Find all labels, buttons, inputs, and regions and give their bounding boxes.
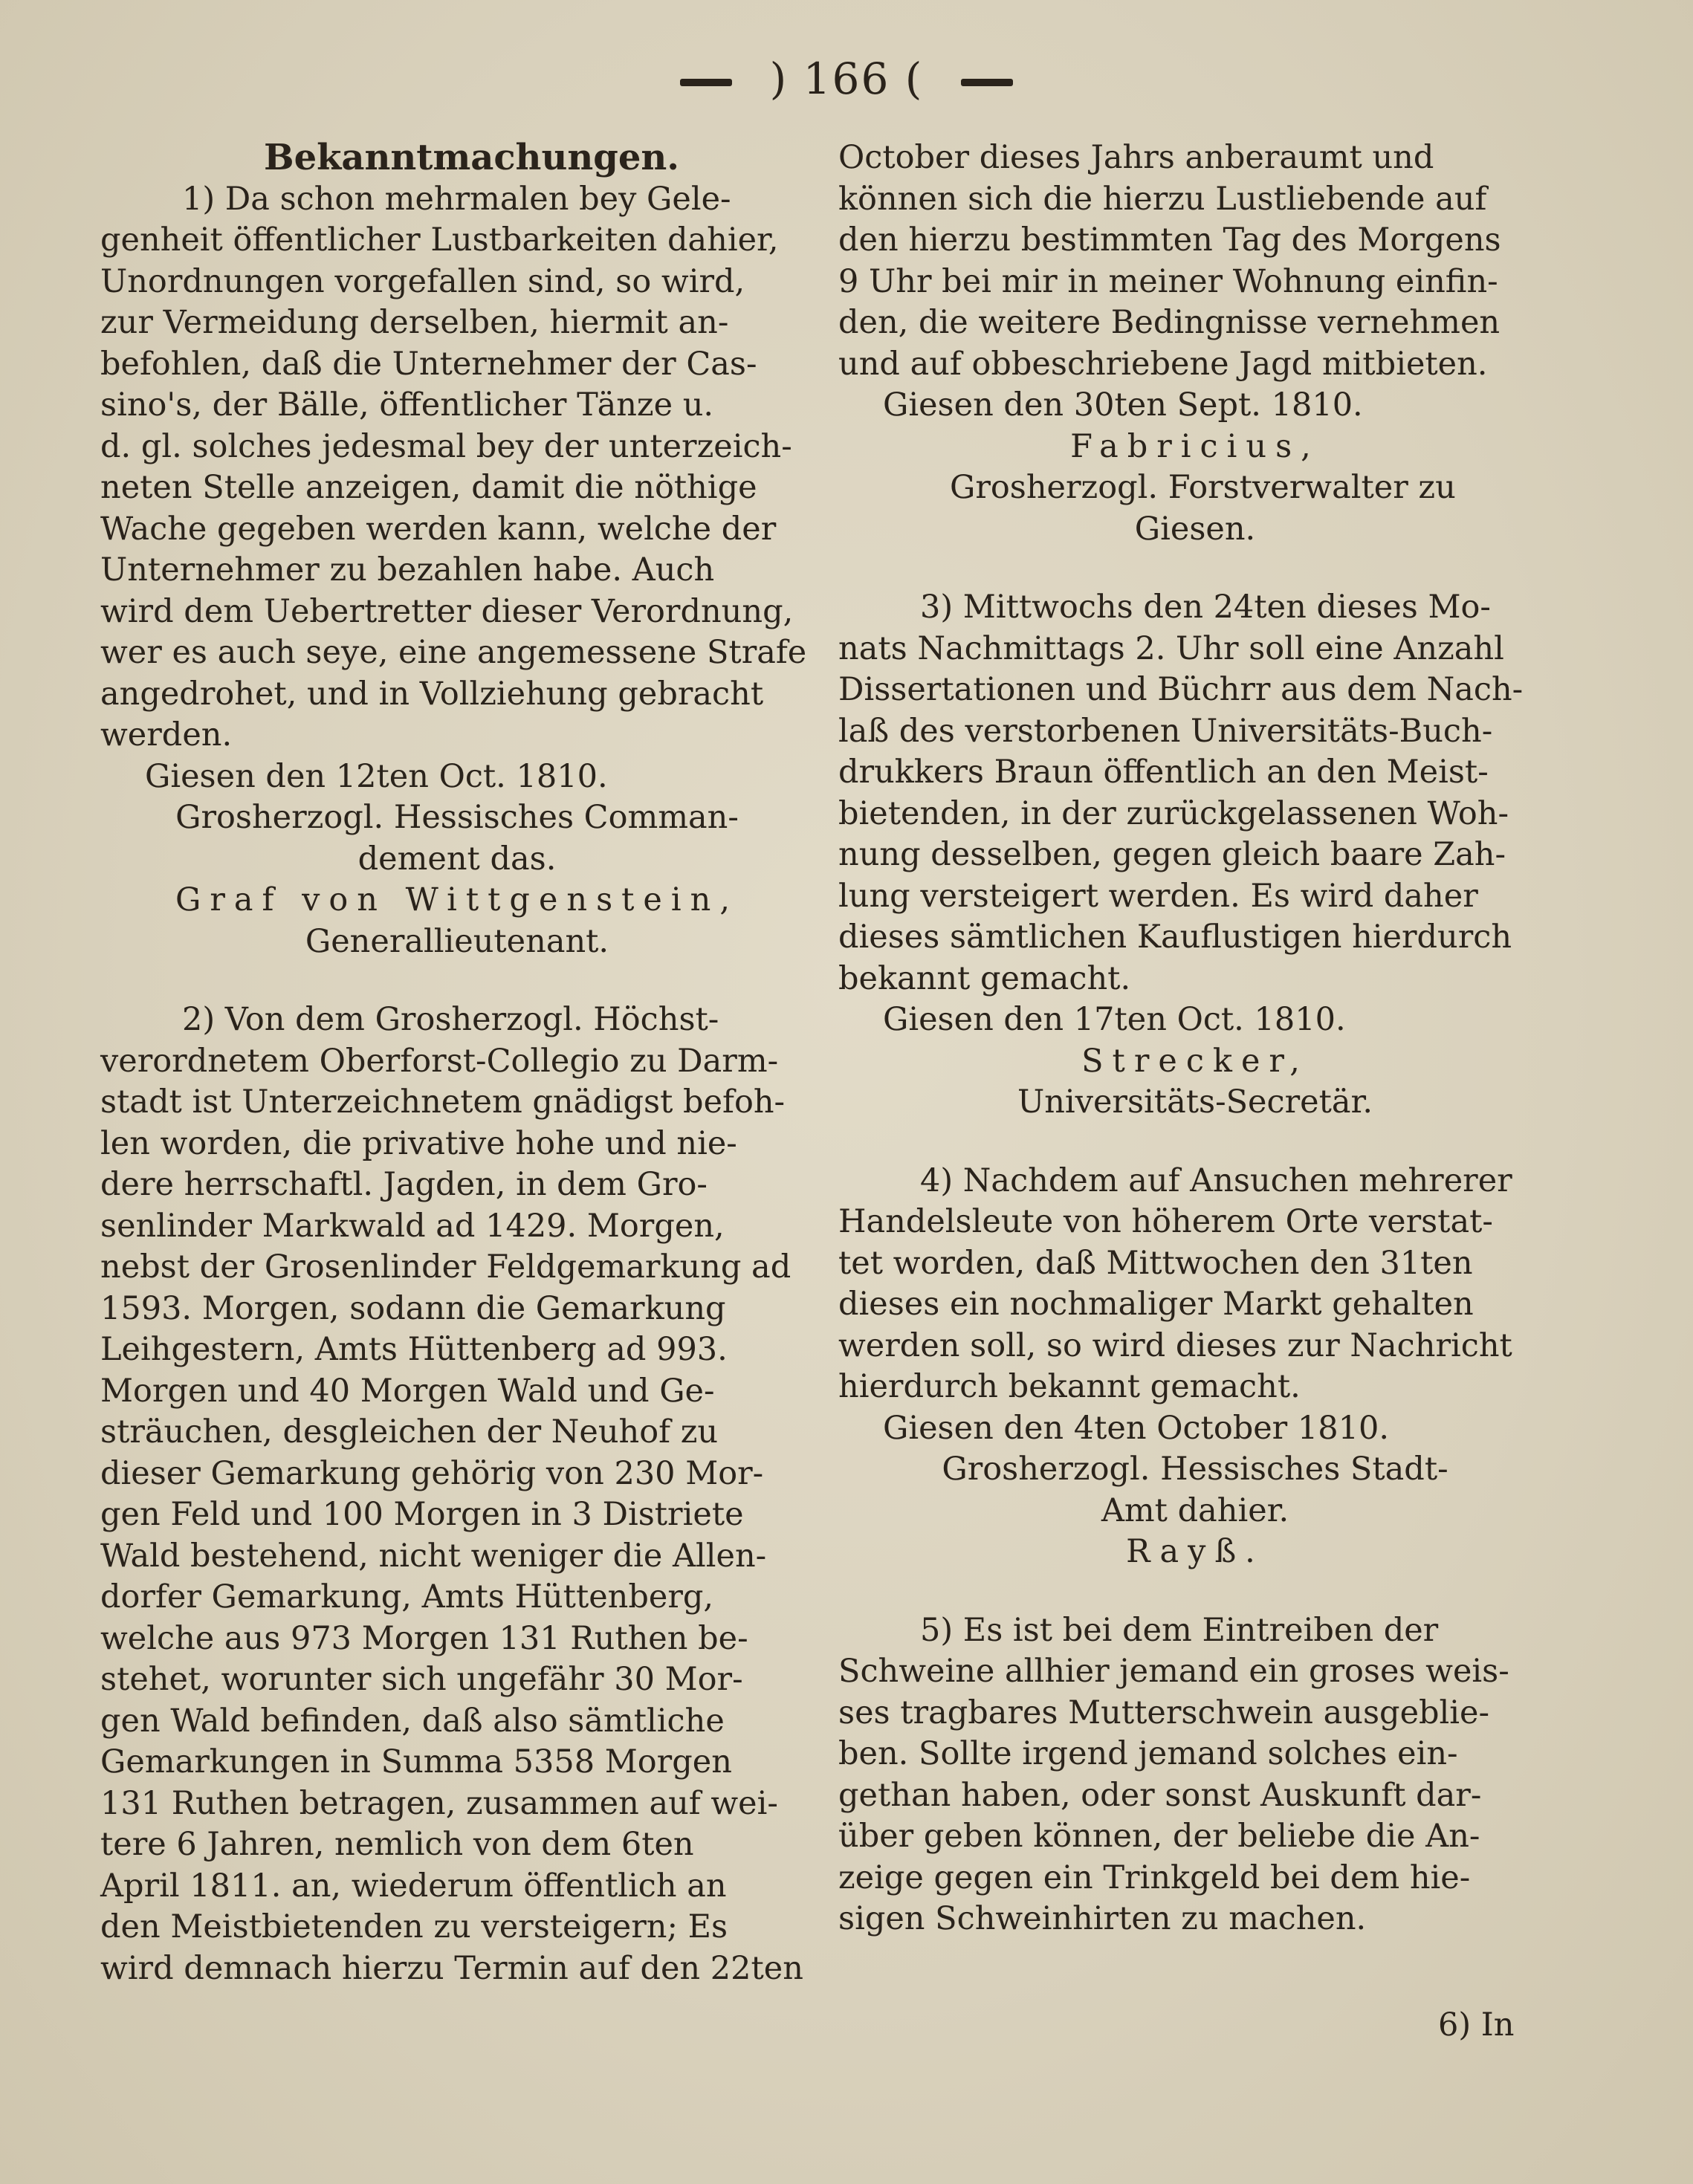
- notice-2-line: Leihgestern, Amts Hüttenberg ad 993.: [100, 1331, 728, 1368]
- page-header: [0, 54, 1693, 104]
- notice-3-line: Dissertationen und Büchrr aus dem Nach-: [838, 671, 1524, 708]
- notice-2-line: verordnetem Oberforst-Collegio zu Darm-: [100, 1042, 779, 1080]
- header-rule-right: [961, 79, 1013, 86]
- notice-5-line: zeige gegen ein Trinkgeld bei dem hie-: [838, 1859, 1471, 1896]
- notice-1-line: werden.: [100, 716, 233, 754]
- notice-2-line: sträuchen, desgleichen der Neuhof zu: [100, 1413, 719, 1451]
- notice-5-line: sigen Schweinhirten zu machen.: [838, 1900, 1367, 1937]
- notice-1-line: Wache gegeben werden kann, welche der: [100, 510, 777, 548]
- notice-2-line: gen Feld und 100 Morgen in 3 Distriete: [100, 1496, 744, 1533]
- notice-4-authority-cont: Amt dahier.: [1101, 1491, 1289, 1529]
- notice-1: [100, 179, 814, 963]
- notice-1-line: neten Stelle anzeigen, damit die nöthige: [100, 469, 757, 506]
- header-rule-left: [680, 79, 732, 86]
- notice-1-line: 1) Da schon mehrmalen bey Gele-: [182, 180, 731, 218]
- notice-2-line: dere herrschaftl. Jagden, in dem Gro-: [100, 1166, 708, 1203]
- notice-5-line: über geben können, der beliebe die An-: [838, 1818, 1480, 1855]
- notice-1-line: zur Vermeidung derselben, hiermit an-: [100, 304, 729, 341]
- notice-2-line: gen Wald befinden, daß also sämtliche: [100, 1702, 725, 1740]
- notice-3: [838, 587, 1552, 1124]
- notice-2-line: den Meistbietenden zu versteigern; Es: [100, 1908, 728, 1945]
- notice-3-line: 3) Mittwochs den 24ten dieses Mo-: [920, 589, 1491, 626]
- notice-3-line: laß des verstorbenen Universitäts-Buch-: [838, 712, 1493, 750]
- notice-4-line: hierdurch bekannt gemacht.: [838, 1368, 1301, 1405]
- notice-4-line: dieses ein nochmaliger Markt gehalten: [838, 1286, 1474, 1323]
- notice-2-line: tere 6 Jahren, nemlich von dem 6ten: [100, 1826, 694, 1863]
- notice-2-line: nebst der Grosenlinder Feldgemarkung ad: [100, 1248, 792, 1286]
- notice-4-line: Handelsleute von höherem Orte verstat-: [838, 1203, 1493, 1240]
- notice-1-signer: Graf von Wittgenstein,: [175, 881, 739, 918]
- notice-1-line: befohlen, daß die Unternehmer der Cas-: [100, 345, 757, 383]
- notice-2-signer: Fabricius,: [1070, 427, 1320, 465]
- notice-3-line: drukkers Braun öffentlich an den Meist-: [838, 754, 1489, 791]
- section-heading: Bekanntmachungen.: [264, 137, 679, 178]
- notice-2-cont-line: und auf obbeschriebene Jagd mitbieten.: [838, 345, 1488, 383]
- notice-1-line: angedrohet, und in Vollziehung gebracht: [100, 675, 764, 713]
- notice-3-line: lung versteigert werden. Es wird daher: [838, 877, 1478, 915]
- notice-4: [838, 1161, 1552, 1573]
- notice-2-cont-line: können sich die hierzu Lustliebende auf: [838, 180, 1487, 218]
- notice-4-line: tet worden, daß Mittwochen den 31ten: [838, 1244, 1473, 1282]
- notice-2-line: 1593. Morgen, sodann die Gemarkung: [100, 1289, 726, 1327]
- notice-2-line: 2) Von dem Grosherzogl. Höchst-: [182, 1001, 719, 1038]
- notice-4-line: werden soll, so wird dieses zur Nachricht: [838, 1326, 1512, 1364]
- notice-2-line: stadt ist Unterzeichnetem gnädigst befoh-: [100, 1083, 786, 1121]
- notice-2-signer-title-cont: Giesen.: [1134, 510, 1256, 548]
- notice-2-line: Wald bestehend, nicht weniger die Allen-: [100, 1537, 767, 1575]
- right-column: [838, 137, 1552, 1940]
- notice-5: [838, 1610, 1552, 1940]
- notice-5-line: 5) Es ist bei dem Eintreiben der: [920, 1611, 1439, 1649]
- catchword: 6) In: [1438, 2006, 1515, 2044]
- notice-2-line: dieser Gemarkung gehörig von 230 Mor-: [100, 1454, 764, 1492]
- notice-1-date: Giesen den 12ten Oct. 1810.: [145, 757, 608, 795]
- page-number: ) 166 (: [769, 54, 924, 104]
- left-column: [100, 137, 814, 1989]
- notice-1-line: sino's, der Bälle, öffentlicher Tänze u.: [100, 386, 714, 424]
- notice-2-cont-line: den, die weitere Bedingnisse vernehmen: [838, 304, 1501, 341]
- notice-2-signer-title: Grosherzogl. Forstverwalter zu: [950, 469, 1456, 506]
- notice-5-line: ses tragbares Mutterschwein ausgeblie-: [838, 1694, 1490, 1731]
- notice-2-line: stehet, worunter sich ungefähr 30 Mor-: [100, 1661, 743, 1698]
- notice-1-line: Unordnungen vorgefallen sind, so wird,: [100, 262, 745, 300]
- notice-2-line: 131 Ruthen betragen, zusammen auf wei-: [100, 1784, 778, 1822]
- notice-4-line: 4) Nachdem auf Ansuchen mehrerer: [920, 1161, 1512, 1199]
- notice-4-date: Giesen den 4ten October 1810.: [883, 1409, 1390, 1447]
- notice-2-date: Giesen den 30ten Sept. 1810.: [883, 386, 1363, 424]
- notice-2-cont-line: 9 Uhr bei mir in meiner Wohnung einfin-: [838, 262, 1498, 300]
- spacer: [838, 550, 1552, 587]
- notice-3-signer: Strecker,: [1081, 1042, 1309, 1080]
- notice-1-line: genheit öffentlicher Lustbarkeiten dahier,: [100, 221, 779, 259]
- notice-3-signer-title: Universitäts-Secretär.: [1017, 1083, 1373, 1121]
- spacer: [838, 1573, 1552, 1610]
- notice-1-line: Unternehmer zu bezahlen habe. Auch: [100, 551, 715, 589]
- notice-2-line: wird demnach hierzu Termin auf den 22ten: [100, 1949, 803, 1987]
- notice-1-authority: Grosherzogl. Hessisches Comman-: [175, 799, 739, 836]
- spacer: [100, 962, 814, 999]
- notice-2-continued: [838, 137, 1552, 550]
- notice-2-line: Morgen und 40 Morgen Wald und Ge-: [100, 1372, 715, 1410]
- notice-1-line: wird dem Uebertretter dieser Verordnung,: [100, 592, 794, 630]
- notice-3-line: bietenden, in der zurückgelassenen Woh-: [838, 794, 1509, 832]
- notice-3-line: bekannt gemacht.: [838, 959, 1131, 997]
- notice-5-line: ben. Sollte irgend jemand solches ein-: [838, 1735, 1458, 1772]
- notice-1-line: d. gl. solches jedesmal bey der unterzeich-: [100, 427, 792, 465]
- notice-2: [100, 999, 814, 1989]
- notice-3-line: nats Nachmittags 2. Uhr soll eine Anzahl: [838, 629, 1504, 667]
- notice-3-line: dieses sämtlichen Kauflustigen hierdurch: [838, 918, 1512, 956]
- notice-2-cont-line: den hierzu bestimmten Tag des Morgens: [838, 221, 1501, 259]
- notice-3-date: Giesen den 17ten Oct. 1810.: [883, 1001, 1346, 1038]
- notice-2-line: welche aus 973 Morgen 131 Ruthen be-: [100, 1619, 748, 1657]
- notice-1-authority-cont: dement das.: [357, 840, 557, 878]
- notice-5-line: gethan haben, oder sonst Auskunft dar-: [838, 1776, 1482, 1814]
- notice-3-line: nung desselben, gegen gleich baare Zah-: [838, 836, 1506, 873]
- notice-4-signer: Rayß.: [1126, 1533, 1264, 1570]
- spacer: [838, 1124, 1552, 1161]
- notice-2-line: April 1811. an, wiederum öffentlich an: [100, 1867, 727, 1905]
- notice-1-line: wer es auch seye, eine angemessene Strafe: [100, 634, 807, 671]
- notice-2-line: senlinder Markwald ad 1429. Morgen,: [100, 1207, 725, 1245]
- notice-2-cont-line: October dieses Jahrs anberaumt und: [838, 139, 1434, 176]
- notice-1-signer-title: Generallieutenant.: [305, 922, 609, 960]
- notice-2-line: len worden, die privative hohe und nie-: [100, 1124, 737, 1162]
- notice-5-line: Schweine allhier jemand ein groses weis-: [838, 1653, 1509, 1690]
- notice-2-line: dorfer Gemarkung, Amts Hüttenberg,: [100, 1578, 714, 1616]
- notice-4-authority: Grosherzogl. Hessisches Stadt-: [942, 1451, 1448, 1488]
- notice-2-line: Gemarkungen in Summa 5358 Morgen: [100, 1743, 732, 1780]
